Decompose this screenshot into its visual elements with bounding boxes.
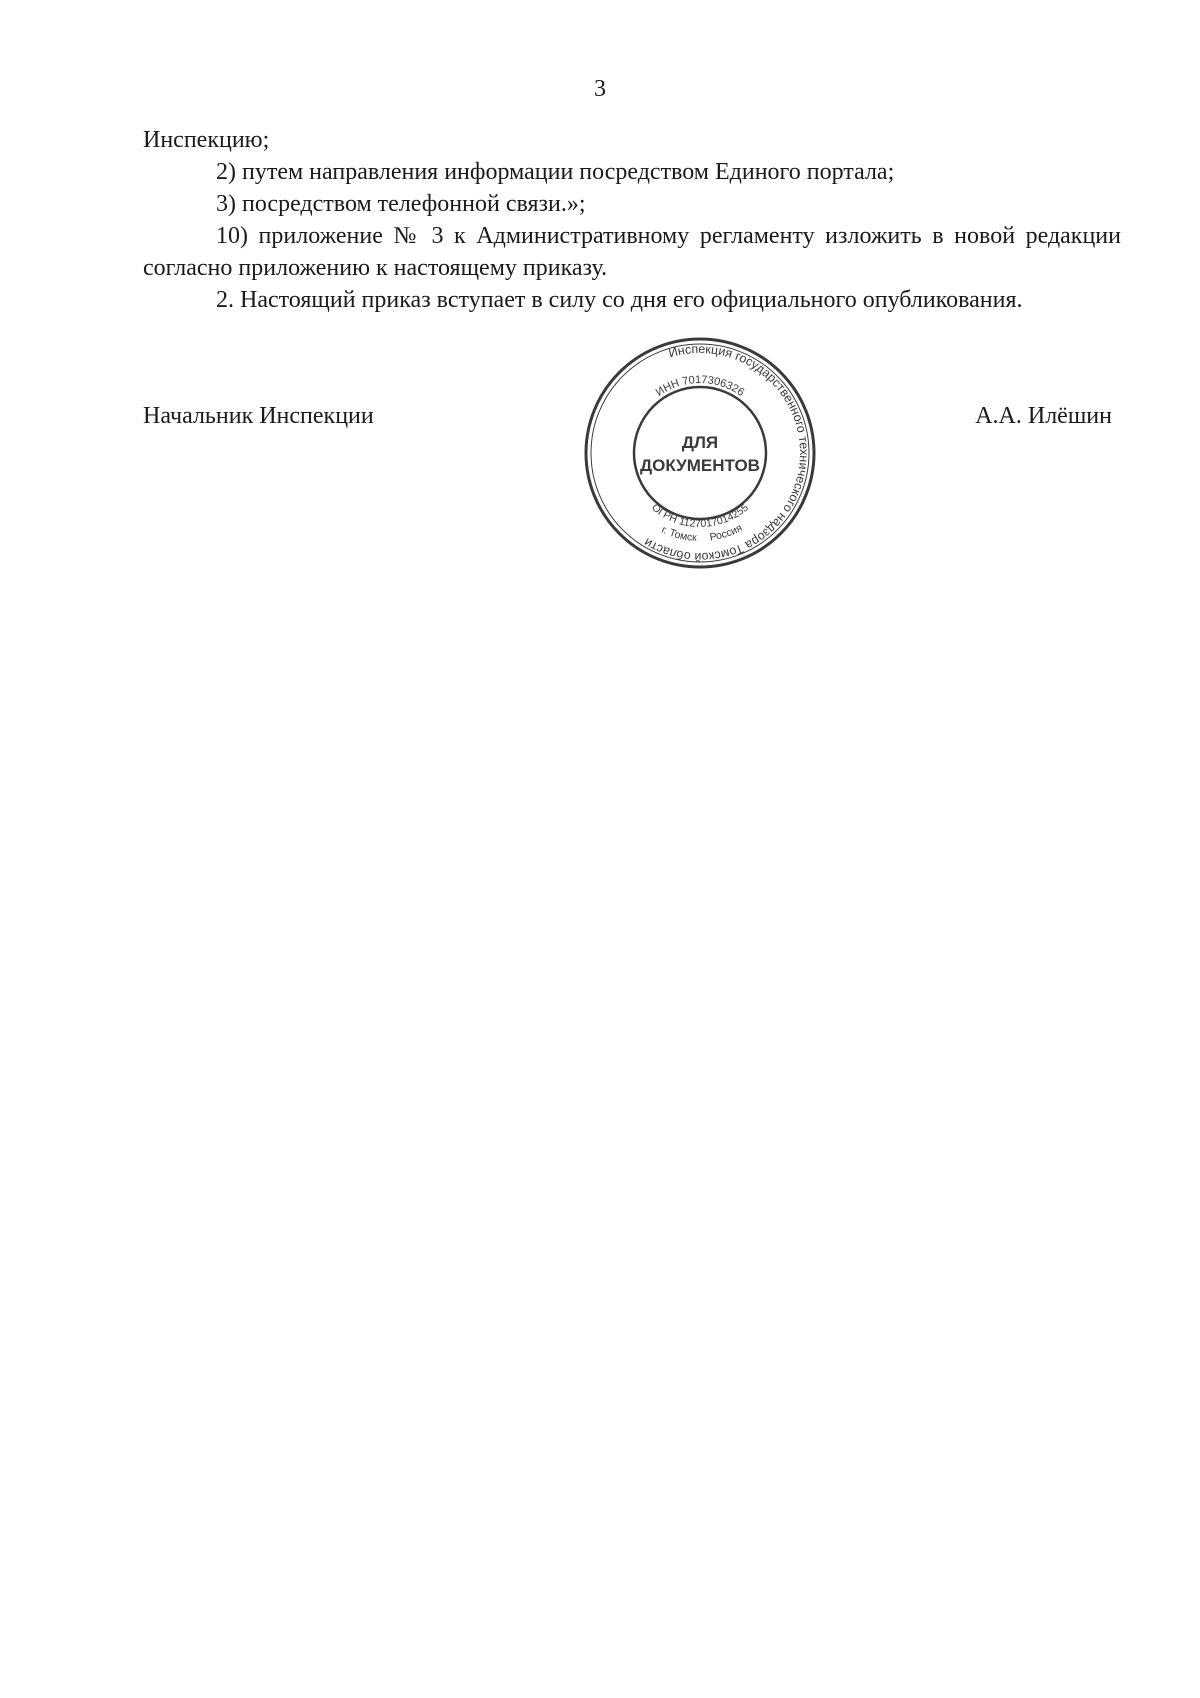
stamp-outer-text: Инспекция государственного технического надзора Томской области [641,341,812,565]
paragraph-effective-date: 2. Настоящий приказ вступает в силу со дня его официального опубликования. [216,287,1023,313]
stamp-city: г. Томск [659,523,698,544]
stamp-country: Россия [708,521,745,544]
stamp-ogrn: ОГРН 1127017014255 [649,501,751,531]
document-body [143,124,1121,316]
official-stamp-seal [580,333,820,573]
paragraph-item-2: 2) путем направления информации посредством Единого портала; [216,159,895,185]
stamp-inn: ИНН 7017306326 [653,373,747,399]
signatory-title: Начальник Инспекции [143,403,374,429]
signatory-name: А.А. Илёшин [975,403,1112,429]
stamp-graphic [580,333,820,573]
page-number: 3 [594,76,606,102]
stamp-center-line2: ДОКУМЕНТОВ [640,456,760,475]
paragraph-item-10: 10) приложение № 3 к Административному регламенту изложить в новой редакции согласно приложению к настоящему приказу. [143,223,1121,281]
paragraph-continuation: Инспекцию; [143,127,270,153]
paragraph-item-3: 3) посредством телефонной связи.»; [216,191,586,217]
stamp-center-line1: ДЛЯ [681,433,719,452]
